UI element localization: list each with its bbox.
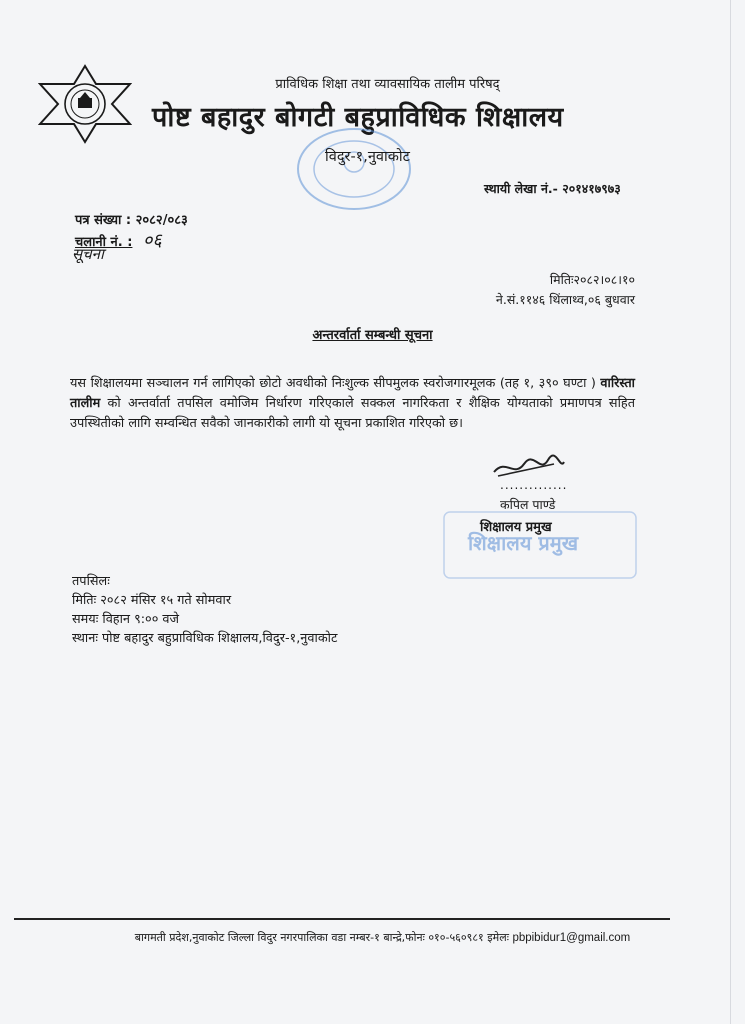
details-place: स्थानः पोष्ट बहादुर बहुप्राविधिक शिक्षालय,विदुर-१,नुवाकोट: [72, 631, 338, 646]
patra-label: पत्र संख्या :: [75, 213, 132, 228]
signature-dots: ..............: [500, 478, 568, 492]
chalani-value: ०६: [142, 230, 162, 251]
training-name: वारिस्ता तालीम: [70, 376, 635, 411]
miti: मितिः२०८२।०८।१०: [549, 272, 635, 287]
patra-sankhya: [75, 211, 188, 231]
body-part2: को अन्तर्वार्ता तपसिल वमोजिम निर्धारण गरिएकाले सक्कल नागरिकता र शैक्षिक योग्यताको प्रमाणपत्र सहित उपस्थितीको लागि सम्वन्धित सवैको जानकारीको लागी यो सूचना प्रकाशित गरिएको छ।: [70, 396, 635, 431]
signer-name: कपिल पाण्डे: [500, 497, 556, 512]
chief-stamp: [442, 504, 642, 582]
school-name: पोष्ट बहादुर बोगटी बहुप्राविधिक शिक्षालय: [152, 102, 564, 133]
school-address: विदुर-१,नुवाकोट: [325, 149, 410, 165]
date-block: [496, 270, 635, 310]
body-part1: यस शिक्षालयमा सञ्चालन गर्न लागिएको छोटो अवधीको निःशुल्क सीपमुलक स्वरोजगारमूलक (तह १, ३९० घण्टा ): [70, 376, 601, 391]
notice-body: [70, 374, 635, 434]
notice-subject: अन्तरर्वार्ता सम्बन्धी सूचना: [312, 328, 433, 343]
chief-stamp-text: शिक्षालय प्रमुख: [468, 531, 579, 555]
patra-value: २०८२/०८३: [135, 213, 188, 228]
footer-address: बागमती प्रदेश,नुवाकोट जिल्ला विदुर नगरपालिका वडा नम्बर-१ बान्द्रे,फोनः ०१०-५६०९८१ इमेलः: [134, 931, 513, 944]
details-heading: तपसिलः: [72, 574, 110, 589]
pan-number: स्थायी लेखा नं.- २०१४१७९७३: [484, 181, 621, 196]
details-time: समयः विहान ९:०० वजे: [72, 612, 180, 627]
footer-divider: [14, 918, 670, 920]
details-block: [72, 572, 337, 648]
handwritten-note: सूचना: [72, 245, 104, 263]
signer-title: शिक्षालय प्रमुख: [480, 520, 552, 535]
details-date: मितिः २०८२ मंसिर १५ गते सोमवार: [72, 593, 232, 608]
official-stamp: [292, 124, 416, 214]
footer-email: pbpibidur1@gmail.com: [512, 932, 631, 944]
nepal-sambat-date: ने.सं.११४६ थिंलाथ्व,०६ बुधवार: [495, 292, 635, 307]
council-name: प्राविधिक शिक्षा तथा व्यावसायिक तालीम परिषद्: [275, 77, 500, 92]
footer: [0, 930, 745, 945]
chalani-label: चलानी नं. :: [75, 235, 133, 250]
page-edge: [730, 0, 731, 1024]
